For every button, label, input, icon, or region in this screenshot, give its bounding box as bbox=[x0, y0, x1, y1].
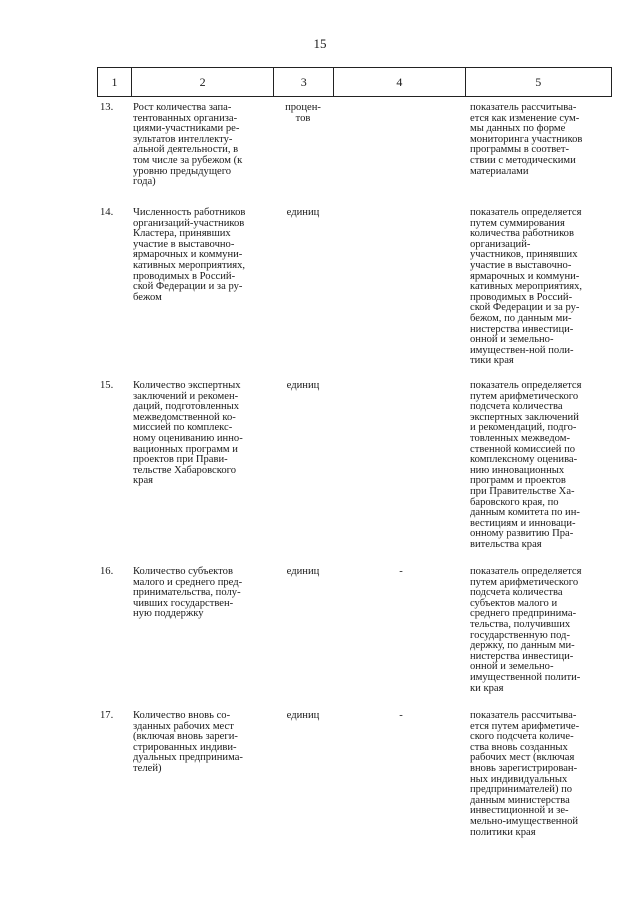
indicator-name: Количество экспертных заключений и рекомен- даций, подготовленных межведомственной ко- миссией по комплекс- ному оцениванию инно- вационных программ и проектов при Прави- тельстве Хабаровского края bbox=[133, 380, 243, 487]
indicator-method: показатель определяется путем суммирования количества работников организаций- участников, принявших участие в выставочно- ярмарочных и коммуни- кативных мероприятиях, проводимых в Россий- ской Федерации и за ру- бежом, по данным ми- нистерства инвестици- онной и земельно- имуществен-ной поли- тики края bbox=[470, 207, 583, 367]
column-header-3: 3 bbox=[274, 68, 334, 96]
base-value: - bbox=[399, 710, 403, 721]
row-number: 16. bbox=[100, 566, 114, 577]
unit-of-measure: единиц bbox=[286, 380, 320, 391]
indicator-name: Количество субъектов малого и среднего пред- принимательства, полу- чивших государствен- ную поддержку bbox=[133, 566, 243, 620]
unit-of-measure: единиц bbox=[286, 207, 320, 218]
indicator-name: Численность работников организаций-участников Кластера, принявших участие в выставочно- ярмарочных и коммуни- кативных мероприятиях, проводимых в Россий- ской Федерации и за ру- бежом bbox=[133, 207, 246, 303]
row-number: 15. bbox=[100, 380, 114, 391]
indicator-method: показатель рассчитыва- ется как изменение сум- мы данных по форме мониторинга участников программы в соответ- ствии с методическими материалами bbox=[470, 102, 583, 177]
base-value: - bbox=[399, 566, 403, 577]
table-header-row bbox=[97, 67, 612, 97]
row-number: 13. bbox=[100, 102, 114, 113]
page-number: 15 bbox=[313, 36, 327, 51]
indicator-method: показатель определяется путем арифметического подсчета количества экспертных заключений и рекомендаций, подго- товленных межведом- ственной комиссией по комплексному оценива- нию инновационных программ и проектов при Правительстве Ха- баровского края, по данным комитета по ин- вестициям и инноваци- онному развитию Пра- вительства края bbox=[470, 380, 582, 550]
indicator-name: Рост количества запа- тентованных организа- циями-участниками ре- зультатов интеллекту- альной деятельности, в том числе за рубежом (к уровню предыдущего года) bbox=[133, 102, 243, 188]
column-header-1: 1 bbox=[98, 68, 132, 96]
column-header-4: 4 bbox=[334, 68, 465, 96]
column-header-2: 2 bbox=[132, 68, 274, 96]
indicator-method: показатель рассчитыва- ется путем арифметиче- ского подсчета количе- ства вновь созданных рабочих мест (включая вновь зарегистрирован- ных индивидуальных предпринимателей) по данным министерства инвестиционной и зе- мельно-имущественной политики края bbox=[470, 710, 580, 838]
row-number: 14. bbox=[100, 207, 114, 218]
indicator-method: показатель определяется путем арифметического подсчета количества субъектов малого и среднего предпринима- тельства, получивших государственную под- держку, по данным ми- нистерства инвестици- онной и земельно- имущественной полити- ки края bbox=[470, 566, 582, 694]
row-number: 17. bbox=[100, 710, 114, 721]
indicator-name: Количество вновь со- зданных рабочих мест (включая вновь зареги- стрированных индиви- дуальных предпринима- телей) bbox=[133, 710, 243, 774]
unit-of-measure: единиц bbox=[286, 710, 320, 721]
column-header-5: 5 bbox=[535, 74, 542, 89]
unit-of-measure: процен- тов bbox=[285, 102, 321, 124]
unit-of-measure: единиц bbox=[286, 566, 320, 577]
